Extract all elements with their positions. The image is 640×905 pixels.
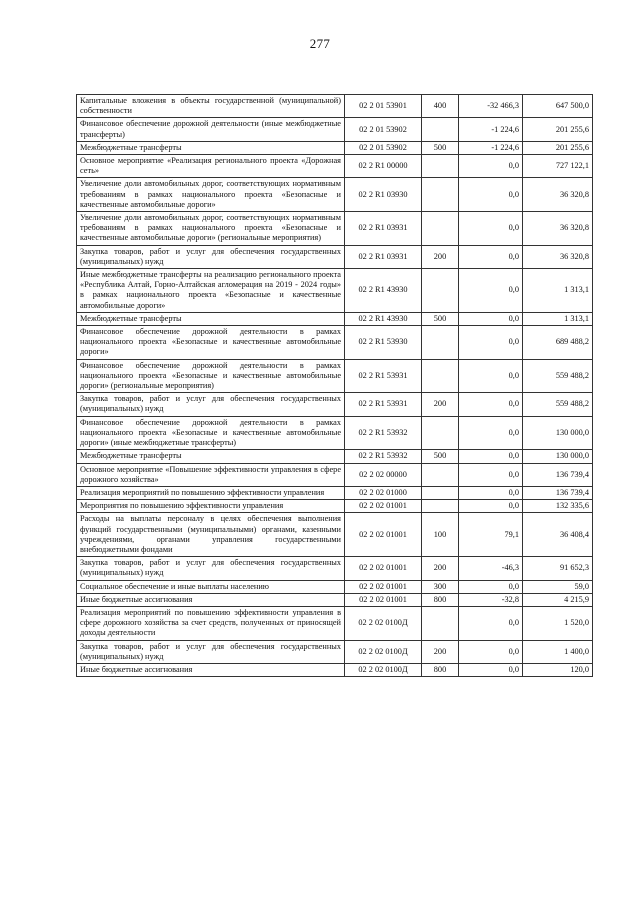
row-name: Финансовое обеспечение дорожной деятельности в рамках национального проекта «Безопасные и качественные автомобильные дороги» (иные межбюджетные трансферты) bbox=[77, 416, 345, 450]
table-row bbox=[77, 593, 593, 606]
row-name: Основное мероприятие «Повышение эффективности управления в сфере дорожного хозяйства» bbox=[77, 463, 345, 486]
row-name: Иные бюджетные ассигнования bbox=[77, 593, 345, 606]
row-name: Социальное обеспечение и иные выплаты населению bbox=[77, 580, 345, 593]
row-total: 1 400,0 bbox=[523, 640, 593, 663]
row-name: Закупка товаров, работ и услуг для обеспечения государственных (муниципальных) нужд bbox=[77, 245, 345, 268]
row-change: 0,0 bbox=[459, 663, 523, 676]
row-total: 1 313,1 bbox=[523, 312, 593, 325]
row-code: 02 2 R1 53932 bbox=[345, 416, 422, 450]
row-code: 02 2 01 53902 bbox=[345, 141, 422, 154]
row-code: 02 2 R1 43930 bbox=[345, 312, 422, 325]
row-code: 02 2 02 01001 bbox=[345, 500, 422, 513]
row-name: Межбюджетные трансферты bbox=[77, 450, 345, 463]
row-total: 36 320,8 bbox=[523, 178, 593, 212]
row-change: 0,0 bbox=[459, 245, 523, 268]
row-name: Финансовое обеспечение дорожной деятельности в рамках национального проекта «Безопасные и качественные автомобильные дороги» (региональные мероприятия) bbox=[77, 359, 345, 393]
table-row bbox=[77, 359, 593, 393]
table-row bbox=[77, 245, 593, 268]
row-expense-type bbox=[422, 500, 459, 513]
row-code: 02 2 02 01001 bbox=[345, 593, 422, 606]
row-total: 130 000,0 bbox=[523, 416, 593, 450]
table-row bbox=[77, 95, 593, 118]
row-name: Финансовое обеспечение дорожной деятельности в рамках национального проекта «Безопасные и качественные автомобильные дороги» bbox=[77, 326, 345, 360]
row-change: 0,0 bbox=[459, 640, 523, 663]
row-total: 727 122,1 bbox=[523, 155, 593, 178]
table-row bbox=[77, 557, 593, 580]
row-expense-type: 800 bbox=[422, 593, 459, 606]
row-expense-type bbox=[422, 326, 459, 360]
row-change: -32 466,3 bbox=[459, 95, 523, 118]
row-code: 02 2 01 53902 bbox=[345, 118, 422, 141]
table-row bbox=[77, 513, 593, 557]
row-code: 02 2 R1 00000 bbox=[345, 155, 422, 178]
row-name: Межбюджетные трансферты bbox=[77, 141, 345, 154]
row-code: 02 2 R1 53930 bbox=[345, 326, 422, 360]
row-total: 132 335,6 bbox=[523, 500, 593, 513]
table-row bbox=[77, 606, 593, 640]
row-code: 02 2 R1 43930 bbox=[345, 269, 422, 313]
row-expense-type bbox=[422, 178, 459, 212]
row-code: 02 2 R1 03930 bbox=[345, 178, 422, 212]
row-name: Межбюджетные трансферты bbox=[77, 312, 345, 325]
row-expense-type bbox=[422, 416, 459, 450]
row-change: 0,0 bbox=[459, 359, 523, 393]
row-change: 0,0 bbox=[459, 463, 523, 486]
row-expense-type bbox=[422, 606, 459, 640]
row-change: 0,0 bbox=[459, 212, 523, 246]
row-expense-type: 200 bbox=[422, 640, 459, 663]
row-expense-type bbox=[422, 118, 459, 141]
table-row bbox=[77, 212, 593, 246]
row-code: 02 2 02 0100Д bbox=[345, 606, 422, 640]
row-total: 59,0 bbox=[523, 580, 593, 593]
row-expense-type: 100 bbox=[422, 513, 459, 557]
row-change: -1 224,6 bbox=[459, 141, 523, 154]
table-row bbox=[77, 463, 593, 486]
row-change: 0,0 bbox=[459, 450, 523, 463]
row-name: Закупка товаров, работ и услуг для обеспечения государственных (муниципальных) нужд bbox=[77, 640, 345, 663]
row-total: 36 320,8 bbox=[523, 245, 593, 268]
row-change: 0,0 bbox=[459, 486, 523, 499]
table-row bbox=[77, 312, 593, 325]
row-expense-type: 500 bbox=[422, 312, 459, 325]
row-name: Закупка товаров, работ и услуг для обеспечения государственных (муниципальных) нужд bbox=[77, 393, 345, 416]
row-total: 36 408,4 bbox=[523, 513, 593, 557]
row-code: 02 2 R1 03931 bbox=[345, 245, 422, 268]
row-expense-type: 400 bbox=[422, 95, 459, 118]
row-total: 1 520,0 bbox=[523, 606, 593, 640]
row-expense-type: 500 bbox=[422, 450, 459, 463]
row-total: 136 739,4 bbox=[523, 463, 593, 486]
row-expense-type bbox=[422, 359, 459, 393]
table-row bbox=[77, 416, 593, 450]
row-name: Мероприятия по повышению эффективности управления bbox=[77, 500, 345, 513]
row-code: 02 2 02 01000 bbox=[345, 486, 422, 499]
row-code: 02 2 02 01001 bbox=[345, 557, 422, 580]
row-total: 201 255,6 bbox=[523, 141, 593, 154]
table-row bbox=[77, 486, 593, 499]
row-expense-type bbox=[422, 463, 459, 486]
table-row bbox=[77, 141, 593, 154]
row-total: 36 320,8 bbox=[523, 212, 593, 246]
row-expense-type bbox=[422, 486, 459, 499]
row-total: 201 255,6 bbox=[523, 118, 593, 141]
table-row bbox=[77, 640, 593, 663]
row-code: 02 2 02 0100Д bbox=[345, 663, 422, 676]
row-total: 4 215,9 bbox=[523, 593, 593, 606]
row-code: 02 2 R1 53932 bbox=[345, 450, 422, 463]
row-change: 0,0 bbox=[459, 178, 523, 212]
row-name: Расходы на выплаты персоналу в целях обеспечения выполнения функций государственными (муниципальными) органами, казенными учреждениями, органами управления государственными внебюджетными фондами bbox=[77, 513, 345, 557]
row-change: 0,0 bbox=[459, 416, 523, 450]
row-change: 0,0 bbox=[459, 155, 523, 178]
row-change: -1 224,6 bbox=[459, 118, 523, 141]
row-expense-type: 200 bbox=[422, 557, 459, 580]
row-total: 1 313,1 bbox=[523, 269, 593, 313]
table-row bbox=[77, 269, 593, 313]
row-name: Увеличение доли автомобильных дорог, соответствующих нормативным требованиям в рамках национального проекта «Безопасные и качественные автомобильные дороги» (региональные мероприятия) bbox=[77, 212, 345, 246]
row-change: -32,8 bbox=[459, 593, 523, 606]
row-change: 0,0 bbox=[459, 500, 523, 513]
row-code: 02 2 02 00000 bbox=[345, 463, 422, 486]
row-total: 689 488,2 bbox=[523, 326, 593, 360]
budget-table bbox=[76, 94, 593, 677]
row-code: 02 2 02 01001 bbox=[345, 513, 422, 557]
row-change: 0,0 bbox=[459, 606, 523, 640]
table-row bbox=[77, 450, 593, 463]
row-expense-type bbox=[422, 212, 459, 246]
row-total: 130 000,0 bbox=[523, 450, 593, 463]
row-code: 02 2 R1 53931 bbox=[345, 359, 422, 393]
row-name: Иные бюджетные ассигнования bbox=[77, 663, 345, 676]
row-code: 02 2 02 01001 bbox=[345, 580, 422, 593]
row-expense-type: 800 bbox=[422, 663, 459, 676]
table-row bbox=[77, 326, 593, 360]
row-code: 02 2 R1 53931 bbox=[345, 393, 422, 416]
table-row bbox=[77, 118, 593, 141]
row-total: 136 739,4 bbox=[523, 486, 593, 499]
row-code: 02 2 02 0100Д bbox=[345, 640, 422, 663]
row-total: 120,0 bbox=[523, 663, 593, 676]
row-change: 0,0 bbox=[459, 393, 523, 416]
table-row bbox=[77, 178, 593, 212]
row-expense-type: 300 bbox=[422, 580, 459, 593]
row-name: Основное мероприятие «Реализация регионального проекта «Дорожная сеть» bbox=[77, 155, 345, 178]
row-name: Реализация мероприятий по повышению эффективности управления bbox=[77, 486, 345, 499]
row-total: 91 652,3 bbox=[523, 557, 593, 580]
row-change: 0,0 bbox=[459, 580, 523, 593]
budget-table-body bbox=[77, 95, 593, 677]
row-change: 0,0 bbox=[459, 312, 523, 325]
row-expense-type: 200 bbox=[422, 245, 459, 268]
table-row bbox=[77, 393, 593, 416]
row-name: Увеличение доли автомобильных дорог, соответствующих нормативным требованиям в рамках национального проекта «Безопасные и качественные автомобильные дороги» bbox=[77, 178, 345, 212]
row-expense-type: 500 bbox=[422, 141, 459, 154]
row-code: 02 2 R1 03931 bbox=[345, 212, 422, 246]
row-name: Капитальные вложения в объекты государственной (муниципальной) собственности bbox=[77, 95, 345, 118]
row-name: Закупка товаров, работ и услуг для обеспечения государственных (муниципальных) нужд bbox=[77, 557, 345, 580]
row-change: 0,0 bbox=[459, 269, 523, 313]
table-row bbox=[77, 663, 593, 676]
row-name: Иные межбюджетные трансферты на реализацию регионального проекта «Республика Алтай, Горно-Алтайская агломерация на 2019 - 2024 годы» в рамках национального проекта «Безопасные и качественные автомобильные дороги» bbox=[77, 269, 345, 313]
table-row bbox=[77, 500, 593, 513]
row-total: 559 488,2 bbox=[523, 393, 593, 416]
row-total: 647 500,0 bbox=[523, 95, 593, 118]
row-change: 0,0 bbox=[459, 326, 523, 360]
table-row bbox=[77, 580, 593, 593]
row-expense-type bbox=[422, 155, 459, 178]
row-code: 02 2 01 53901 bbox=[345, 95, 422, 118]
row-name: Реализация мероприятий по повышению эффективности управления в сфере дорожного хозяйства за счет средств, полученных от приносящей доходы деятельности bbox=[77, 606, 345, 640]
row-total: 559 488,2 bbox=[523, 359, 593, 393]
page-number: 277 bbox=[309, 36, 331, 51]
table-row bbox=[77, 155, 593, 178]
row-change: -46,3 bbox=[459, 557, 523, 580]
row-name: Финансовое обеспечение дорожной деятельности (иные межбюджетные трансферты) bbox=[77, 118, 345, 141]
row-expense-type: 200 bbox=[422, 393, 459, 416]
row-expense-type bbox=[422, 269, 459, 313]
row-change: 79,1 bbox=[459, 513, 523, 557]
